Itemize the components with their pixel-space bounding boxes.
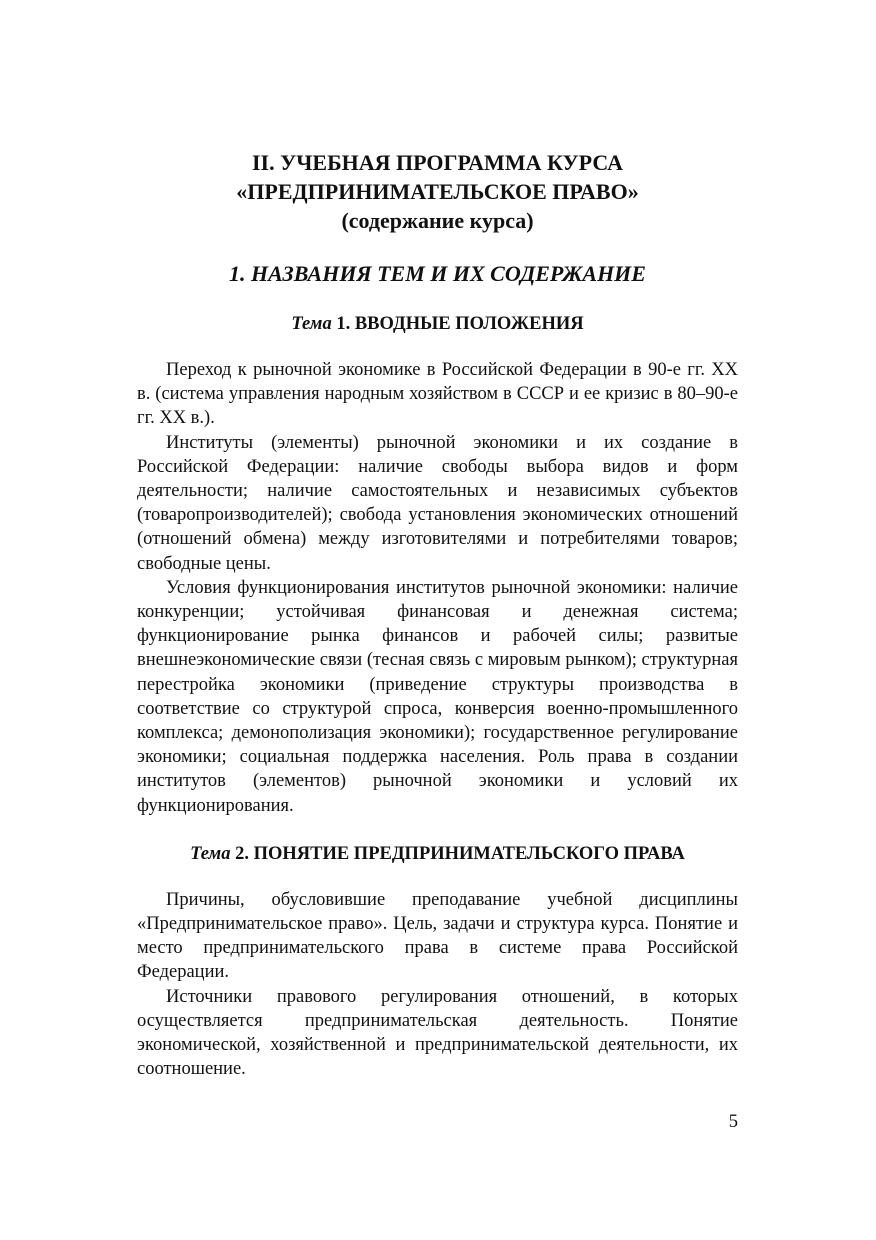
title-line-1: II. УЧЕБНАЯ ПРОГРАММА КУРСА xyxy=(251,150,624,175)
paragraph: Переход к рыночной экономике в Российской Федерации в 90-е гг. XX в. (система управления народным хозяйством в СССР и ее кризис в 80–90-е гг. XX в.). xyxy=(137,360,738,429)
topic-2-label: Тема xyxy=(190,843,231,864)
page-number: 5 xyxy=(728,1112,738,1132)
topic-1-body xyxy=(137,358,738,818)
paragraph: Источники правового регулирования отношений, в которых осуществляется предпринимательская деятельность. Понятие экономической, хозяйственной и предпринимательской деятельности, их соотношение. xyxy=(137,986,738,1080)
paragraph: Условия функционирования институтов рыночной экономики: наличие конкуренции; устойчивая финансовая и денежная система; функционирование рынка финансов и рабочей силы; развитые внешнеэкономические связи (тесная связь с мировым рынком); структурная перестройка экономики (приведение структуры производства в соответствие со структурой спроса, конверсия военно-промышленного комплекса; демонополизация экономики); государственное регулирование экономики; социальная поддержка населения. Роль права в создании институтов (элементов) рыночной экономики и условий их функционирования. xyxy=(137,577,738,816)
topic-2-heading xyxy=(137,842,738,866)
topic-1-title: 1. ВВОДНЫЕ ПОЛОЖЕНИЯ xyxy=(331,314,584,334)
paragraph: Причины, обусловившие преподавание учебной дисциплины «Предпринимательское право». Цель, задачи и структура курса. Понятие и место предпринимательского права в системе права Российской Федерации. xyxy=(137,889,738,983)
title-line-3: (содержание курса) xyxy=(341,208,534,233)
section-title: 1. НАЗВАНИЯ ТЕМ И ИХ СОДЕРЖАНИЕ xyxy=(229,261,646,286)
title-line-2: «ПРЕДПРИНИМАТЕЛЬСКОЕ ПРАВО» xyxy=(236,179,639,204)
topic-1-heading xyxy=(137,312,738,336)
course-program-title xyxy=(137,148,738,235)
page-content xyxy=(137,148,738,1081)
topic-2-body xyxy=(137,888,738,1082)
topic-2-title: 2. ПОНЯТИЕ ПРЕДПРИНИМАТЕЛЬСКОГО ПРАВА xyxy=(230,843,685,864)
paragraph: Институты (элементы) рыночной экономики и их создание в Российской Федерации: наличие свободы выбора видов и форм деятельности; наличие самостоятельных и независимых субъектов (товаропроизводителей); свобода установления экономических отношений (отношений обмена) между изготовителями и потребителями товаров; свободные цены. xyxy=(137,432,738,574)
topic-1-label: Тема xyxy=(291,314,332,334)
